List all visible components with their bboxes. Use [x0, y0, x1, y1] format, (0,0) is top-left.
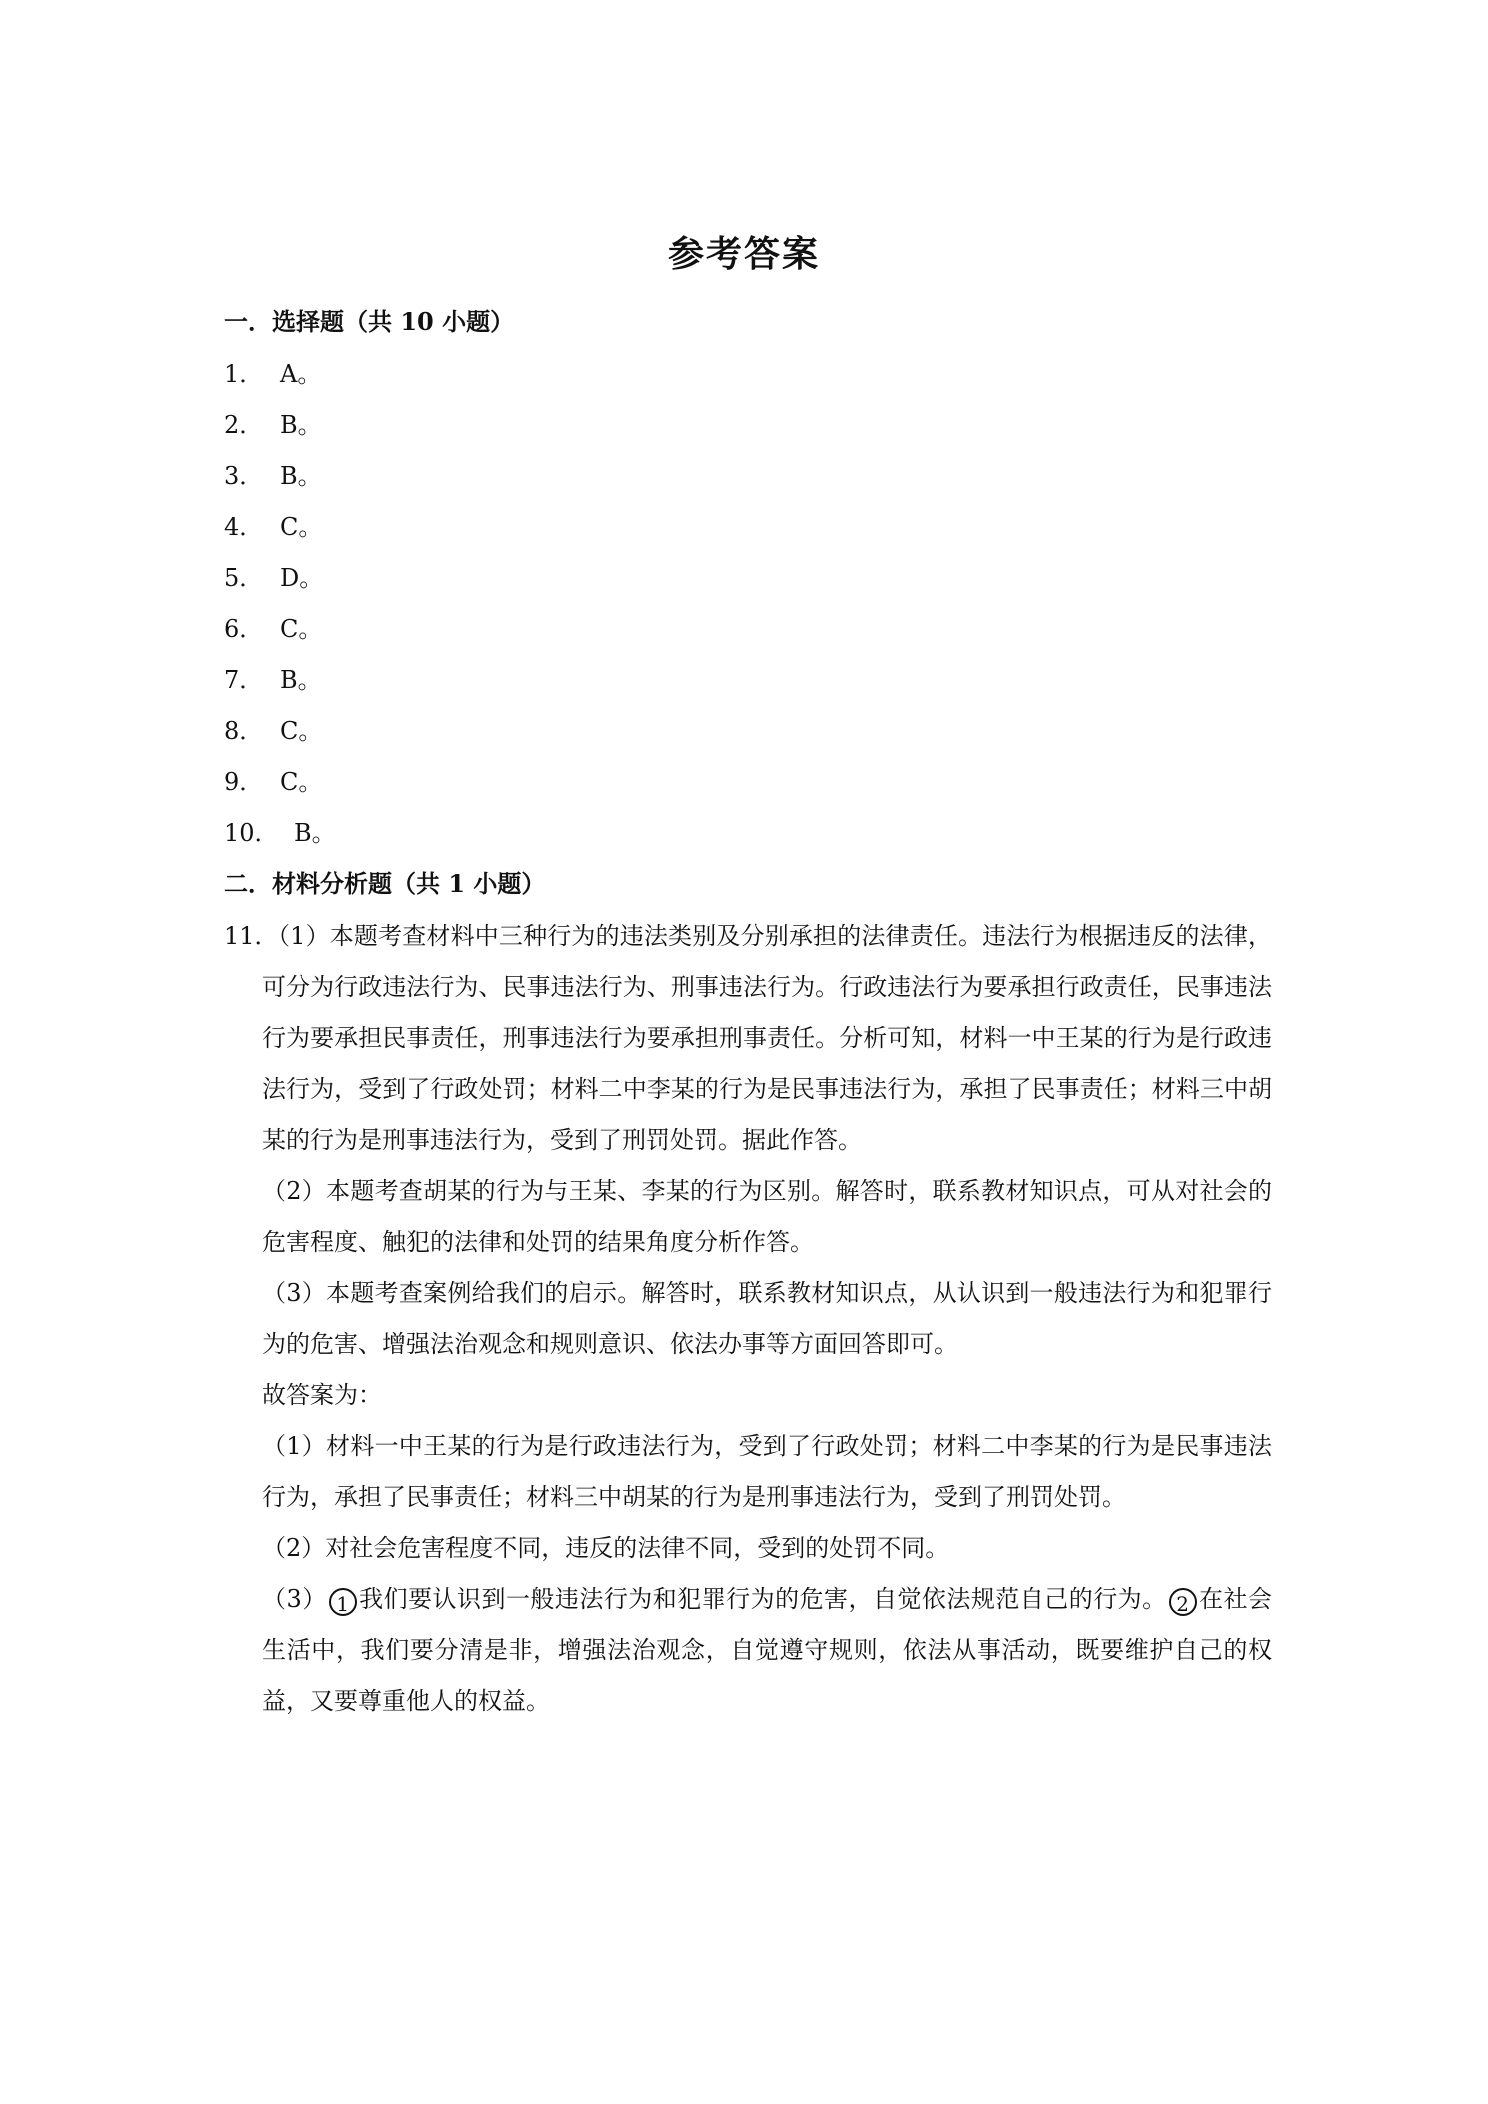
page-title: 参考答案: [667, 233, 820, 275]
question-11-answer: [262, 911, 1272, 1727]
answer-value: B。: [280, 666, 322, 694]
answer-item: [224, 815, 336, 851]
answer-value: B。: [280, 411, 322, 439]
answer-value: B。: [294, 819, 336, 847]
answer-number: 6．: [224, 615, 264, 643]
answer-item: [224, 509, 322, 545]
circled-number-1: 1: [329, 1588, 357, 1616]
answer-value: A。: [280, 360, 322, 388]
answer-number: 4．: [224, 513, 264, 541]
answer-value: C。: [280, 513, 323, 541]
analysis-part-1: （1）本题考查材料中三种行为的违法类别及分别承担的法律责任。违法行为根据违反的法律，可分为行政违法行为、民事违法行为、刑事违法行为。行政违法行为要承担行政责任，民事违法行为要承担民事责任，刑事违法行为要承担刑事责任。分析可知，材料一中王某的行为是行政违法行为，受到了行政处罚；材料二中李某的行为是民事违法行为，承担了民事责任；材料三中胡某的行为是刑事违法行为，受到了刑罚处罚。据此作答。: [262, 922, 1272, 1154]
answer-item: [224, 560, 323, 596]
answer-part-3: [262, 1574, 1272, 1727]
answer-intro: 故答案为：: [262, 1381, 382, 1409]
answer-number: 2．: [224, 411, 264, 439]
answer-item: [224, 764, 322, 800]
answer-number: 8．: [224, 717, 264, 745]
answer-part-2: （2）对社会危害程度不同，违反的法律不同，受到的处罚不同。: [262, 1534, 950, 1562]
answer-item: [224, 356, 321, 392]
answer-value: C。: [280, 615, 323, 643]
answer-number: 9．: [224, 768, 264, 796]
answer-number: 5．: [224, 564, 264, 592]
answer-value: B。: [280, 462, 322, 490]
analysis-part-2: （2）本题考查胡某的行为与王某、李某的行为区别。解答时，联系教材知识点，可从对社会的危害程度、触犯的法律和处罚的结果角度分析作答。: [262, 1177, 1272, 1256]
answer-item: [224, 611, 322, 647]
answer-number: 1．: [224, 360, 264, 388]
analysis-part-3: （3）本题考查案例给我们的启示。解答时，联系教材知识点，从认识到一般违法行为和犯罪行为的危害、增强法治观念和规则意识、依法办事等方面回答即可。: [262, 1279, 1272, 1358]
answer-part-1: （1）材料一中王某的行为是行政违法行为，受到了行政处罚；材料二中李某的行为是民事违法行为，承担了民事责任；材料三中胡某的行为是刑事违法行为，受到了刑罚处罚。: [262, 1432, 1272, 1511]
answer-part-3-point-2: 在社会生活中，我们要分清是非，增强法治观念，自觉遵守规则，依法从事活动，既要维护自己的权益，又要尊重他人的权益。: [262, 1585, 1273, 1715]
answer-part-3-prefix: （3）: [262, 1585, 327, 1613]
answer-item: [224, 713, 322, 749]
answer-item: [224, 407, 322, 443]
answer-number: 7．: [224, 666, 264, 694]
question-number: 11．: [224, 922, 279, 950]
section-heading-choice: 一．选择题（共 10 小题）: [224, 307, 515, 336]
answer-item: [224, 662, 322, 698]
answer-item: [224, 458, 322, 494]
answer-value: D。: [280, 564, 324, 592]
answer-number: 10．: [224, 819, 279, 847]
answer-part-3-point-1: 我们要认识到一般违法行为和犯罪行为的危害，自觉依法规范自己的行为。: [358, 1585, 1167, 1613]
circled-number-2: 2: [1169, 1588, 1197, 1616]
answer-number: 3．: [224, 462, 264, 490]
answer-value: C。: [280, 768, 323, 796]
answer-value: C。: [280, 717, 323, 745]
section-heading-analysis: 二．材料分析题（共 1 小题）: [224, 869, 546, 898]
